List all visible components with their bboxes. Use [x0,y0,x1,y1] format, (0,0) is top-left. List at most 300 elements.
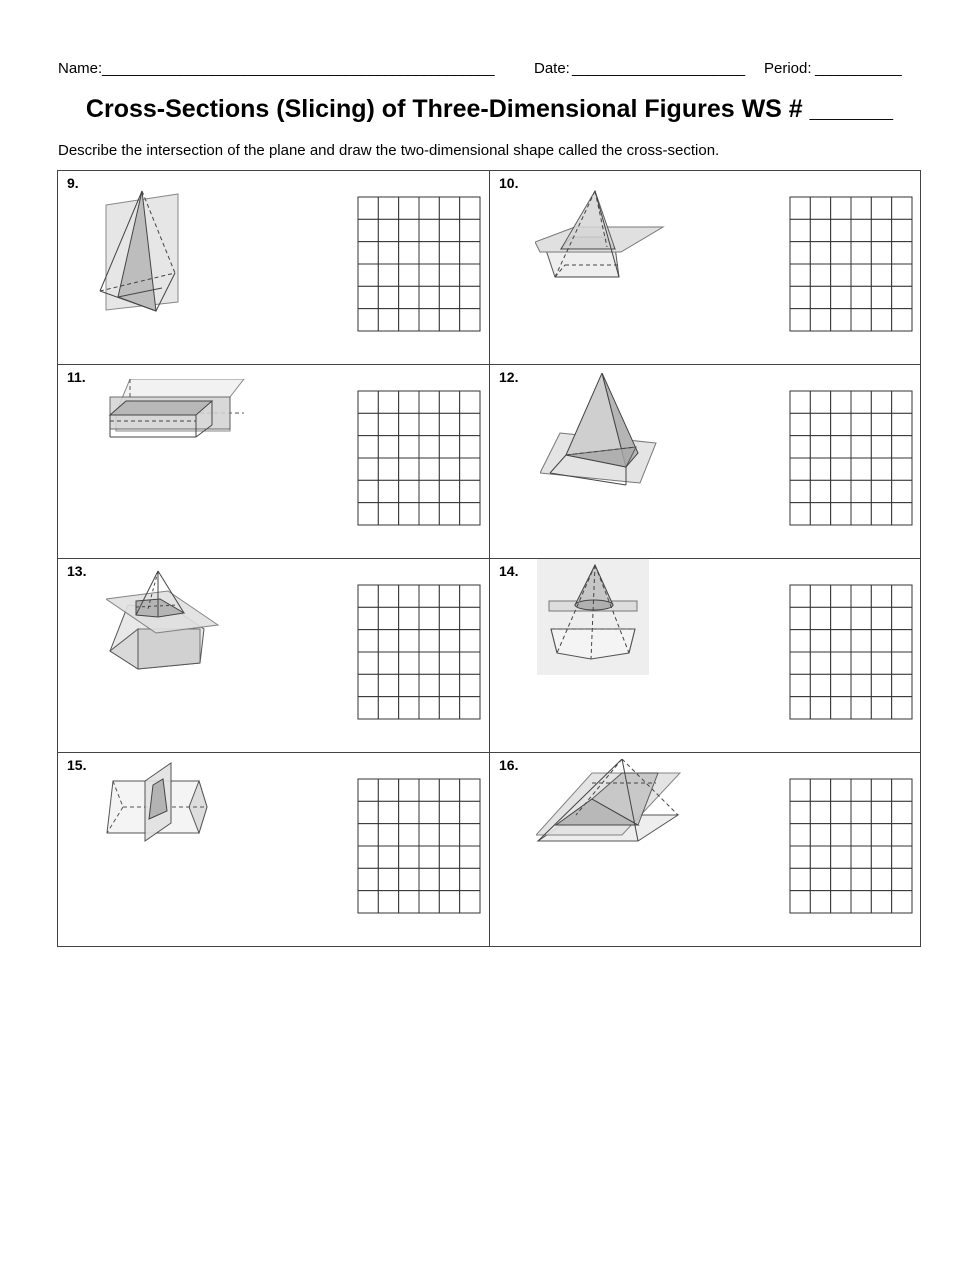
grid-square[interactable] [790,697,810,719]
grid-square[interactable] [378,309,398,331]
grid-square[interactable] [399,309,419,331]
grid-square[interactable] [419,413,439,435]
grid-square[interactable] [790,436,810,458]
grid-square[interactable] [892,630,912,652]
name-blank[interactable]: __________________________________________________ [102,60,495,77]
grid-square[interactable] [871,891,891,913]
grid-square[interactable] [871,697,891,719]
answer-grid[interactable] [357,196,481,332]
grid-square[interactable] [439,309,459,331]
grid-square[interactable] [399,264,419,286]
grid-square[interactable] [831,891,851,913]
grid-square[interactable] [831,286,851,308]
grid-square[interactable] [419,219,439,241]
grid-square[interactable] [378,458,398,480]
grid-square[interactable] [460,607,480,629]
grid-square[interactable] [439,652,459,674]
grid-square[interactable] [851,824,871,846]
grid-square[interactable] [419,309,439,331]
grid-square[interactable] [831,585,851,607]
grid-square[interactable] [810,674,830,696]
grid-square[interactable] [439,674,459,696]
grid-square[interactable] [831,630,851,652]
grid-square[interactable] [439,458,459,480]
grid-square[interactable] [419,436,439,458]
grid-square[interactable] [810,309,830,331]
grid-square[interactable] [831,309,851,331]
grid-square[interactable] [439,436,459,458]
grid-square[interactable] [419,630,439,652]
grid-square[interactable] [851,891,871,913]
grid-square[interactable] [892,846,912,868]
grid-square[interactable] [790,846,810,868]
grid-square[interactable] [810,801,830,823]
grid-square[interactable] [419,779,439,801]
grid-square[interactable] [358,458,378,480]
grid-square[interactable] [810,242,830,264]
grid-square[interactable] [378,413,398,435]
grid-square[interactable] [399,607,419,629]
grid-square[interactable] [851,779,871,801]
grid-square[interactable] [419,458,439,480]
grid-square[interactable] [790,801,810,823]
grid-square[interactable] [851,607,871,629]
grid-square[interactable] [810,413,830,435]
grid-square[interactable] [439,264,459,286]
grid-square[interactable] [358,824,378,846]
grid-square[interactable] [358,413,378,435]
grid-square[interactable] [439,801,459,823]
grid-square[interactable] [399,779,419,801]
grid-square[interactable] [871,503,891,525]
period-blank[interactable]: ___________ [815,60,902,77]
grid-square[interactable] [378,585,398,607]
grid-square[interactable] [892,801,912,823]
grid-square[interactable] [810,607,830,629]
grid-square[interactable] [419,264,439,286]
grid-square[interactable] [790,503,810,525]
grid-square[interactable] [439,891,459,913]
grid-square[interactable] [831,801,851,823]
grid-square[interactable] [871,674,891,696]
grid-square[interactable] [399,413,419,435]
grid-square[interactable] [810,868,830,890]
grid-square[interactable] [358,503,378,525]
grid-square[interactable] [419,824,439,846]
grid-square[interactable] [810,630,830,652]
grid-square[interactable] [399,197,419,219]
grid-square[interactable] [892,264,912,286]
grid-square[interactable] [871,309,891,331]
grid-square[interactable] [790,607,810,629]
grid-square[interactable] [871,391,891,413]
grid-square[interactable] [831,674,851,696]
grid-square[interactable] [831,779,851,801]
grid-square[interactable] [871,652,891,674]
grid-square[interactable] [892,242,912,264]
grid-square[interactable] [831,197,851,219]
grid-square[interactable] [871,413,891,435]
grid-square[interactable] [399,674,419,696]
grid-square[interactable] [378,674,398,696]
grid-square[interactable] [419,846,439,868]
grid-square[interactable] [460,458,480,480]
grid-square[interactable] [831,480,851,502]
grid-square[interactable] [851,630,871,652]
grid-square[interactable] [358,264,378,286]
grid-square[interactable] [460,779,480,801]
grid-square[interactable] [810,779,830,801]
grid-square[interactable] [399,891,419,913]
grid-square[interactable] [399,458,419,480]
grid-square[interactable] [851,436,871,458]
grid-square[interactable] [831,503,851,525]
grid-square[interactable] [851,801,871,823]
grid-square[interactable] [378,846,398,868]
grid-square[interactable] [358,779,378,801]
grid-square[interactable] [358,242,378,264]
grid-square[interactable] [399,846,419,868]
grid-square[interactable] [871,219,891,241]
grid-square[interactable] [460,801,480,823]
answer-grid[interactable] [357,390,481,526]
grid-square[interactable] [460,436,480,458]
grid-square[interactable] [460,585,480,607]
grid-square[interactable] [810,480,830,502]
grid-square[interactable] [790,630,810,652]
grid-square[interactable] [871,824,891,846]
grid-square[interactable] [831,697,851,719]
answer-grid[interactable] [789,196,913,332]
grid-square[interactable] [851,391,871,413]
grid-square[interactable] [831,413,851,435]
answer-grid[interactable] [789,778,913,914]
grid-square[interactable] [831,846,851,868]
grid-square[interactable] [439,630,459,652]
grid-square[interactable] [439,242,459,264]
grid-square[interactable] [871,607,891,629]
answer-grid[interactable] [789,390,913,526]
grid-square[interactable] [831,607,851,629]
grid-square[interactable] [790,480,810,502]
grid-square[interactable] [460,309,480,331]
grid-square[interactable] [419,242,439,264]
grid-square[interactable] [790,891,810,913]
grid-square[interactable] [358,846,378,868]
grid-square[interactable] [892,480,912,502]
grid-square[interactable] [460,824,480,846]
grid-square[interactable] [378,264,398,286]
grid-square[interactable] [419,868,439,890]
grid-square[interactable] [892,697,912,719]
grid-square[interactable] [790,309,810,331]
grid-square[interactable] [810,219,830,241]
grid-square[interactable] [851,503,871,525]
grid-square[interactable] [378,652,398,674]
grid-square[interactable] [378,480,398,502]
grid-square[interactable] [871,801,891,823]
grid-square[interactable] [358,630,378,652]
grid-square[interactable] [460,413,480,435]
grid-square[interactable] [399,868,419,890]
grid-square[interactable] [378,503,398,525]
grid-square[interactable] [810,503,830,525]
grid-square[interactable] [439,607,459,629]
grid-square[interactable] [892,503,912,525]
grid-square[interactable] [790,219,810,241]
grid-square[interactable] [892,868,912,890]
problem-cell-12 [490,365,921,558]
grid-square[interactable] [399,652,419,674]
grid-square[interactable] [358,219,378,241]
grid-square[interactable] [419,652,439,674]
grid-square[interactable] [378,697,398,719]
grid-square[interactable] [810,846,830,868]
grid-square[interactable] [399,219,419,241]
grid-square[interactable] [892,824,912,846]
grid-square[interactable] [871,286,891,308]
grid-square[interactable] [871,480,891,502]
grid-square[interactable] [892,391,912,413]
grid-square[interactable] [851,242,871,264]
grid-square[interactable] [790,242,810,264]
grid-square[interactable] [892,436,912,458]
grid-square[interactable] [378,391,398,413]
grid-square[interactable] [892,458,912,480]
grid-square[interactable] [790,391,810,413]
grid-square[interactable] [831,264,851,286]
grid-square[interactable] [810,264,830,286]
grid-square[interactable] [378,801,398,823]
grid-square[interactable] [831,436,851,458]
grid-square[interactable] [790,264,810,286]
grid-square[interactable] [460,503,480,525]
grid-square[interactable] [871,197,891,219]
grid-square[interactable] [378,824,398,846]
grid-square[interactable] [892,585,912,607]
grid-square[interactable] [892,674,912,696]
grid-square[interactable] [399,824,419,846]
grid-square[interactable] [851,413,871,435]
grid-square[interactable] [871,630,891,652]
grid-square[interactable] [358,480,378,502]
grid-square[interactable] [871,585,891,607]
grid-square[interactable] [790,824,810,846]
grid-square[interactable] [892,286,912,308]
answer-grid[interactable] [789,584,913,720]
grid-square[interactable] [831,458,851,480]
grid-square[interactable] [358,391,378,413]
grid-square[interactable] [810,652,830,674]
grid-square[interactable] [790,197,810,219]
grid-square[interactable] [439,585,459,607]
grid-square[interactable] [790,674,810,696]
grid-square[interactable] [851,585,871,607]
grid-square[interactable] [831,219,851,241]
grid-square[interactable] [399,480,419,502]
grid-square[interactable] [358,801,378,823]
grid-square[interactable] [439,480,459,502]
grid-square[interactable] [851,309,871,331]
grid-square[interactable] [892,779,912,801]
grid-square[interactable] [892,652,912,674]
grid-square[interactable] [460,891,480,913]
grid-square[interactable] [439,197,459,219]
grid-square[interactable] [439,846,459,868]
grid-square[interactable] [460,480,480,502]
grid-square[interactable] [378,868,398,890]
grid-square[interactable] [439,697,459,719]
grid-square[interactable] [460,242,480,264]
grid-square[interactable] [460,197,480,219]
grid-square[interactable] [851,846,871,868]
grid-square[interactable] [378,242,398,264]
grid-square[interactable] [358,697,378,719]
grid-square[interactable] [831,242,851,264]
grid-square[interactable] [378,630,398,652]
grid-square[interactable] [790,868,810,890]
grid-square[interactable] [419,286,439,308]
grid-square[interactable] [358,197,378,219]
grid-square[interactable] [810,891,830,913]
grid-square[interactable] [892,413,912,435]
grid-square[interactable] [358,607,378,629]
grid-square[interactable] [851,697,871,719]
grid-square[interactable] [378,219,398,241]
grid-square[interactable] [460,219,480,241]
grid-square[interactable] [892,219,912,241]
answer-grid[interactable] [357,584,481,720]
grid-square[interactable] [810,391,830,413]
grid-square[interactable] [399,697,419,719]
grid-square[interactable] [790,413,810,435]
grid-square[interactable] [358,868,378,890]
grid-square[interactable] [810,436,830,458]
grid-square[interactable] [419,197,439,219]
grid-square[interactable] [419,585,439,607]
grid-square[interactable] [439,868,459,890]
grid-square[interactable] [892,197,912,219]
grid-square[interactable] [810,286,830,308]
grid-square[interactable] [419,503,439,525]
grid-square[interactable] [810,197,830,219]
grid-square[interactable] [790,458,810,480]
grid-square[interactable] [851,868,871,890]
grid-square[interactable] [399,436,419,458]
grid-square[interactable] [439,391,459,413]
grid-square[interactable] [892,607,912,629]
grid-square[interactable] [358,286,378,308]
grid-square[interactable] [378,779,398,801]
grid-square[interactable] [460,264,480,286]
grid-square[interactable] [419,480,439,502]
grid-square[interactable] [851,674,871,696]
grid-square[interactable] [358,585,378,607]
grid-square[interactable] [419,697,439,719]
date-blank[interactable]: ______________________ [572,60,745,77]
grid-square[interactable] [810,458,830,480]
grid-square[interactable] [790,286,810,308]
grid-square[interactable] [419,674,439,696]
grid-square[interactable] [378,607,398,629]
grid-square[interactable] [871,264,891,286]
grid-square[interactable] [419,607,439,629]
grid-square[interactable] [851,197,871,219]
grid-square[interactable] [419,801,439,823]
grid-square[interactable] [851,652,871,674]
grid-square[interactable] [439,779,459,801]
grid-square[interactable] [871,436,891,458]
grid-square[interactable] [439,286,459,308]
grid-square[interactable] [892,891,912,913]
grid-square[interactable] [871,242,891,264]
grid-square[interactable] [358,436,378,458]
grid-square[interactable] [831,391,851,413]
grid-square[interactable] [439,219,459,241]
grid-square[interactable] [358,309,378,331]
grid-square[interactable] [358,652,378,674]
grid-square[interactable] [851,286,871,308]
grid-square[interactable] [460,697,480,719]
grid-square[interactable] [358,891,378,913]
grid-square[interactable] [419,391,439,413]
grid-square[interactable] [399,630,419,652]
answer-grid[interactable] [357,778,481,914]
grid-square[interactable] [460,286,480,308]
grid-square[interactable] [460,391,480,413]
grid-square[interactable] [871,846,891,868]
grid-square[interactable] [831,868,851,890]
grid-square[interactable] [871,458,891,480]
grid-square[interactable] [871,779,891,801]
grid-square[interactable] [892,309,912,331]
grid-square[interactable] [439,413,459,435]
grid-square[interactable] [378,891,398,913]
grid-square[interactable] [460,868,480,890]
grid-square[interactable] [810,824,830,846]
grid-square[interactable] [419,891,439,913]
grid-square[interactable] [871,868,891,890]
grid-square[interactable] [851,219,871,241]
grid-square[interactable] [790,585,810,607]
grid-square[interactable] [378,436,398,458]
grid-square[interactable] [439,503,459,525]
grid-square[interactable] [460,630,480,652]
grid-square[interactable] [439,824,459,846]
grid-square[interactable] [399,391,419,413]
grid-square[interactable] [851,458,871,480]
grid-square[interactable] [790,779,810,801]
grid-square[interactable] [399,503,419,525]
grid-square[interactable] [790,652,810,674]
grid-square[interactable] [460,674,480,696]
grid-square[interactable] [851,480,871,502]
grid-square[interactable] [460,652,480,674]
grid-square[interactable] [831,652,851,674]
grid-square[interactable] [399,585,419,607]
grid-square[interactable] [810,697,830,719]
grid-square[interactable] [358,674,378,696]
grid-square[interactable] [831,824,851,846]
grid-square[interactable] [378,197,398,219]
grid-square[interactable] [399,242,419,264]
grid-square[interactable] [399,801,419,823]
grid-square[interactable] [399,286,419,308]
grid-square[interactable] [378,286,398,308]
grid-square[interactable] [851,264,871,286]
grid-square[interactable] [460,846,480,868]
grid-square[interactable] [810,585,830,607]
